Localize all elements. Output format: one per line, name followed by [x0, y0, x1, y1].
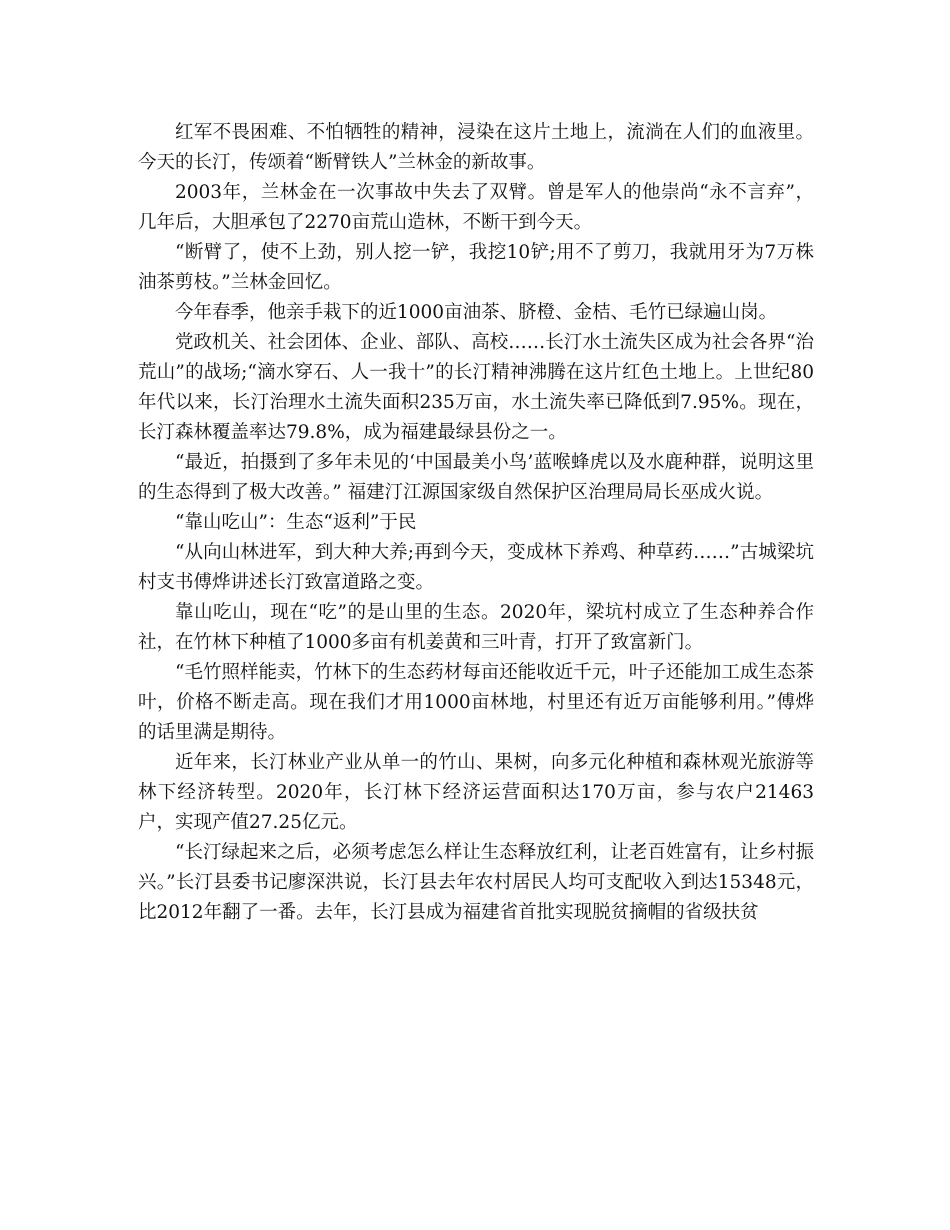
paragraph-fu-ye-quote: “从向山林进军，到大种大养;再到今天，变成林下养鸡、种草药……”古城梁坑村支书傅烨讲述长汀致富道路之变。 [138, 542, 814, 593]
paragraph-lan-linjin-quote: “断臂了，使不上劲，别人挖一铲，我挖10铲;用不了剪刀，我就用牙为7万株油茶剪枝。”兰林金回忆。 [138, 242, 814, 293]
paragraph-spring-planting: 今年春季，他亲手栽下的近1000亩油茶、脐橙、金桔、毛竹已绿遍山岗。 [175, 302, 778, 323]
paragraph-soil-erosion-control: 党政机关、社会团体、企业、部队、高校……长汀水土流失区成为社会各界“治荒山”的战场;“滴水穿石、人一我十”的长汀精神沸腾在这片红色土地上。上世纪80年代以来，长汀治理水土流失面积235万亩，水土流失率已降低到7.95%。现在，长汀森林覆盖率达79.8%，成为福建最绿县份之一。 [138, 332, 814, 443]
paragraph-ecology-improved: “最近，拍摄到了多年未见的‘中国最美小鸟’蓝喉蜂虎以及水鹿种群，说明这里的生态得到了极大改善。” 福建汀江源国家级自然保护区治理局局长巫成火说。 [138, 452, 814, 503]
document-body [138, 118, 814, 928]
paragraph-cooperative: 靠山吃山，现在“吃”的是山里的生态。2020年，梁坑村成立了生态种养合作社，在竹林下种植了1000多亩有机姜黄和三叶青，打开了致富新门。 [138, 602, 814, 653]
paragraph-forest-economy: 近年来，长汀林业产业从单一的竹山、果树，向多元化种植和森林观光旅游等林下经济转型。2020年，长汀林下经济运营面积达170万亩，参与农户21463户，实现产值27.25亿元。 [138, 752, 814, 833]
paragraph-rural-revitalization: “长汀绿起来之后，必须考虑怎么样让生态释放红利，让老百姓富有，让乡村振兴。”长汀县委书记廖深洪说，长汀县去年农村居民人均可支配收入到达15348元，比2012年翻了一番。去年，长汀县成为福建省首批实现脱贫摘帽的省级扶贫 [138, 842, 814, 923]
paragraph-red-army-spirit: 红军不畏困难、不怕牺牲的精神，浸染在这片土地上，流淌在人们的血液里。今天的长汀，传颂着“断臂铁人”兰林金的新故事。 [138, 122, 814, 173]
paragraph-2003-accident: 2003年，兰林金在一次事故中失去了双臂。曾是军人的他崇尚“永不言弃”，几年后，大胆承包了2270亩荒山造林，不断干到今天。 [138, 182, 814, 233]
section-heading: “靠山吃山”：生态“返利”于民 [175, 512, 417, 533]
paragraph-bamboo-income: “毛竹照样能卖，竹林下的生态药材每亩还能收近千元，叶子还能加工成生态茶叶，价格不断走高。现在我们才用1000亩林地，村里还有近万亩能够利用。”傅烨的话里满是期待。 [138, 662, 814, 743]
